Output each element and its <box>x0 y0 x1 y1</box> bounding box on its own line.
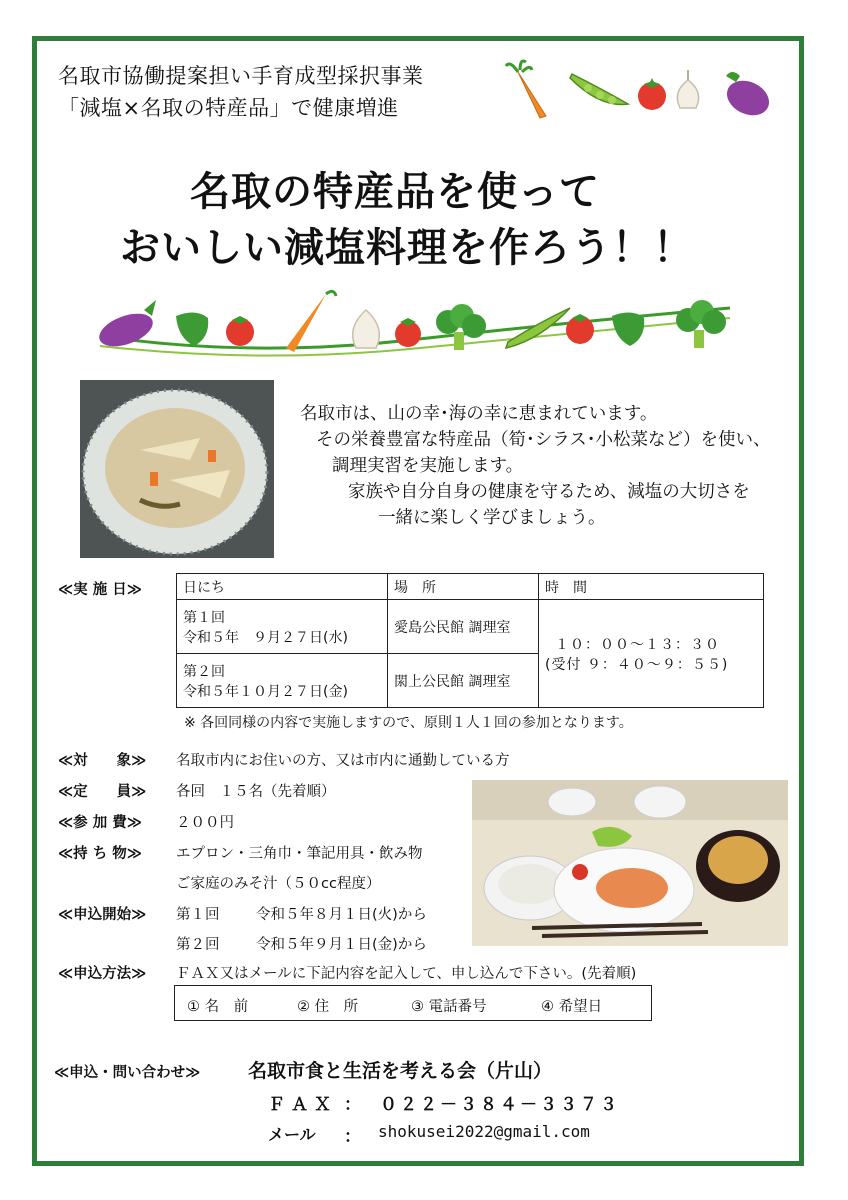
meal-set-photo <box>472 780 788 946</box>
green-pepper-icon <box>176 312 208 346</box>
reception-time: (受付 ９：４０～９：５５) <box>545 656 729 673</box>
capacity-label: ≪定 員≫ <box>58 784 147 800</box>
table-row <box>177 600 764 654</box>
method-value: ＦＡＸ又はメールに下記内容を記入して、申し込んで下さい。(先着順) <box>176 966 637 982</box>
date-cell <box>177 600 388 654</box>
schedule-note: ※ 各回同様の内容で実施しますので、原則１人１回の参加となります。 <box>184 715 633 731</box>
garlic-icon <box>677 70 698 108</box>
items-label: ≪持 ち 物≫ <box>58 846 142 862</box>
intro-line5: 一緒に楽しく学びましょう。 <box>378 508 606 528</box>
eggplant-icon <box>721 72 774 122</box>
main-title-line1: 名取の特産品を使って <box>190 169 600 215</box>
start-date-1: 令和５年８月１日(火)から <box>256 907 427 923</box>
time-value: １０：００～１３：３０ <box>555 636 720 653</box>
top-vegetables <box>500 58 790 128</box>
method-label: ≪申込方法≫ <box>58 966 147 982</box>
fee-label: ≪参 加 費≫ <box>58 815 142 831</box>
organization-name: 名取市食と生活を考える会（片山） <box>248 1060 553 1082</box>
items-value: エプロン・三角巾・筆記用具・飲み物 <box>176 846 423 862</box>
intro-line3: 調理実習を実施します。 <box>332 456 524 476</box>
time-cell <box>539 600 764 708</box>
main-title-line2: おいしい減塩料理を作ろう！！ <box>120 225 694 271</box>
mail-label: メール <box>268 1125 316 1144</box>
date-value: 令和５年１０月２７日(金) <box>183 683 348 700</box>
tomato-icon <box>638 78 666 110</box>
fax-label: ＦＡＸ <box>268 1095 337 1115</box>
place-cell: 愛島公民館 調理室 <box>388 600 539 654</box>
header-time: 時 間 <box>539 574 764 600</box>
start-label: ≪申込開始≫ <box>58 907 147 923</box>
email-address[interactable]: shokusei2022@gmail.com <box>378 1122 590 1141</box>
date-value: 令和５年 ９月２７日(水) <box>183 629 348 646</box>
start-round-1: 第１回 <box>176 907 220 923</box>
garlic-icon <box>353 310 380 348</box>
project-subtitle: 「減塩×名取の特産品」で健康増進 <box>58 96 399 120</box>
apply-item-name: ① 名 前 <box>187 999 249 1015</box>
project-name: 名取市協働提案担い手育成型採択事業 <box>58 64 424 88</box>
eggplant-icon <box>95 300 157 353</box>
fee-value: ２００円 <box>176 815 234 831</box>
schedule-table <box>176 573 764 708</box>
apply-item-date: ④ 希望日 <box>541 999 603 1015</box>
carrot-icon <box>506 61 546 118</box>
apply-item-address: ② 住 所 <box>297 999 359 1015</box>
intro-line4: 家族や自分自身の健康を守るため、減塩の大切さを <box>348 482 750 502</box>
carrot-icon <box>286 291 336 352</box>
tomato-icon <box>566 314 594 344</box>
intro-line1: 名取市は、山の幸･海の幸に恵まれています。 <box>300 404 658 424</box>
round-label: 第２回 <box>183 663 225 680</box>
schedule-label: ≪実 施 日≫ <box>58 582 142 598</box>
header-place: 場 所 <box>388 574 539 600</box>
pea-pod-icon <box>570 74 628 104</box>
target-value: 名取市内にお住いの方、又は市内に通勤している方 <box>176 753 510 769</box>
vegetable-garland <box>90 288 740 368</box>
green-pepper-icon <box>612 312 644 346</box>
broccoli-icon <box>676 300 726 348</box>
target-label: ≪対 象≫ <box>58 753 147 769</box>
contact-label: ≪申込・問い合わせ≫ <box>54 1065 201 1081</box>
intro-line2: その栄養豊富な特産品（筍･シラス･小松菜など）を使い、 <box>316 430 771 450</box>
capacity-value: 各回 １５名（先着順） <box>176 784 336 800</box>
application-items-box <box>174 985 652 1021</box>
tomato-icon <box>395 318 421 347</box>
header-date: 日にち <box>177 574 388 600</box>
apply-item-phone: ③ 電話番号 <box>411 999 487 1015</box>
tomato-icon <box>226 316 254 346</box>
place-cell: 閖上公民館 調理室 <box>388 654 539 708</box>
start-date-2: 令和５年９月１日(金)から <box>256 937 427 953</box>
start-round-2: 第２回 <box>176 937 220 953</box>
mail-colon: ： <box>344 1127 361 1147</box>
items-value-2: ご家庭のみそ汁（５０cc程度） <box>176 876 381 892</box>
date-cell <box>177 654 388 708</box>
fax-number: ０２２－３８４－３３７３ <box>380 1095 620 1115</box>
round-label: 第１回 <box>183 609 225 626</box>
takikomi-rice-photo <box>80 380 274 558</box>
fax-colon: ： <box>344 1095 361 1115</box>
